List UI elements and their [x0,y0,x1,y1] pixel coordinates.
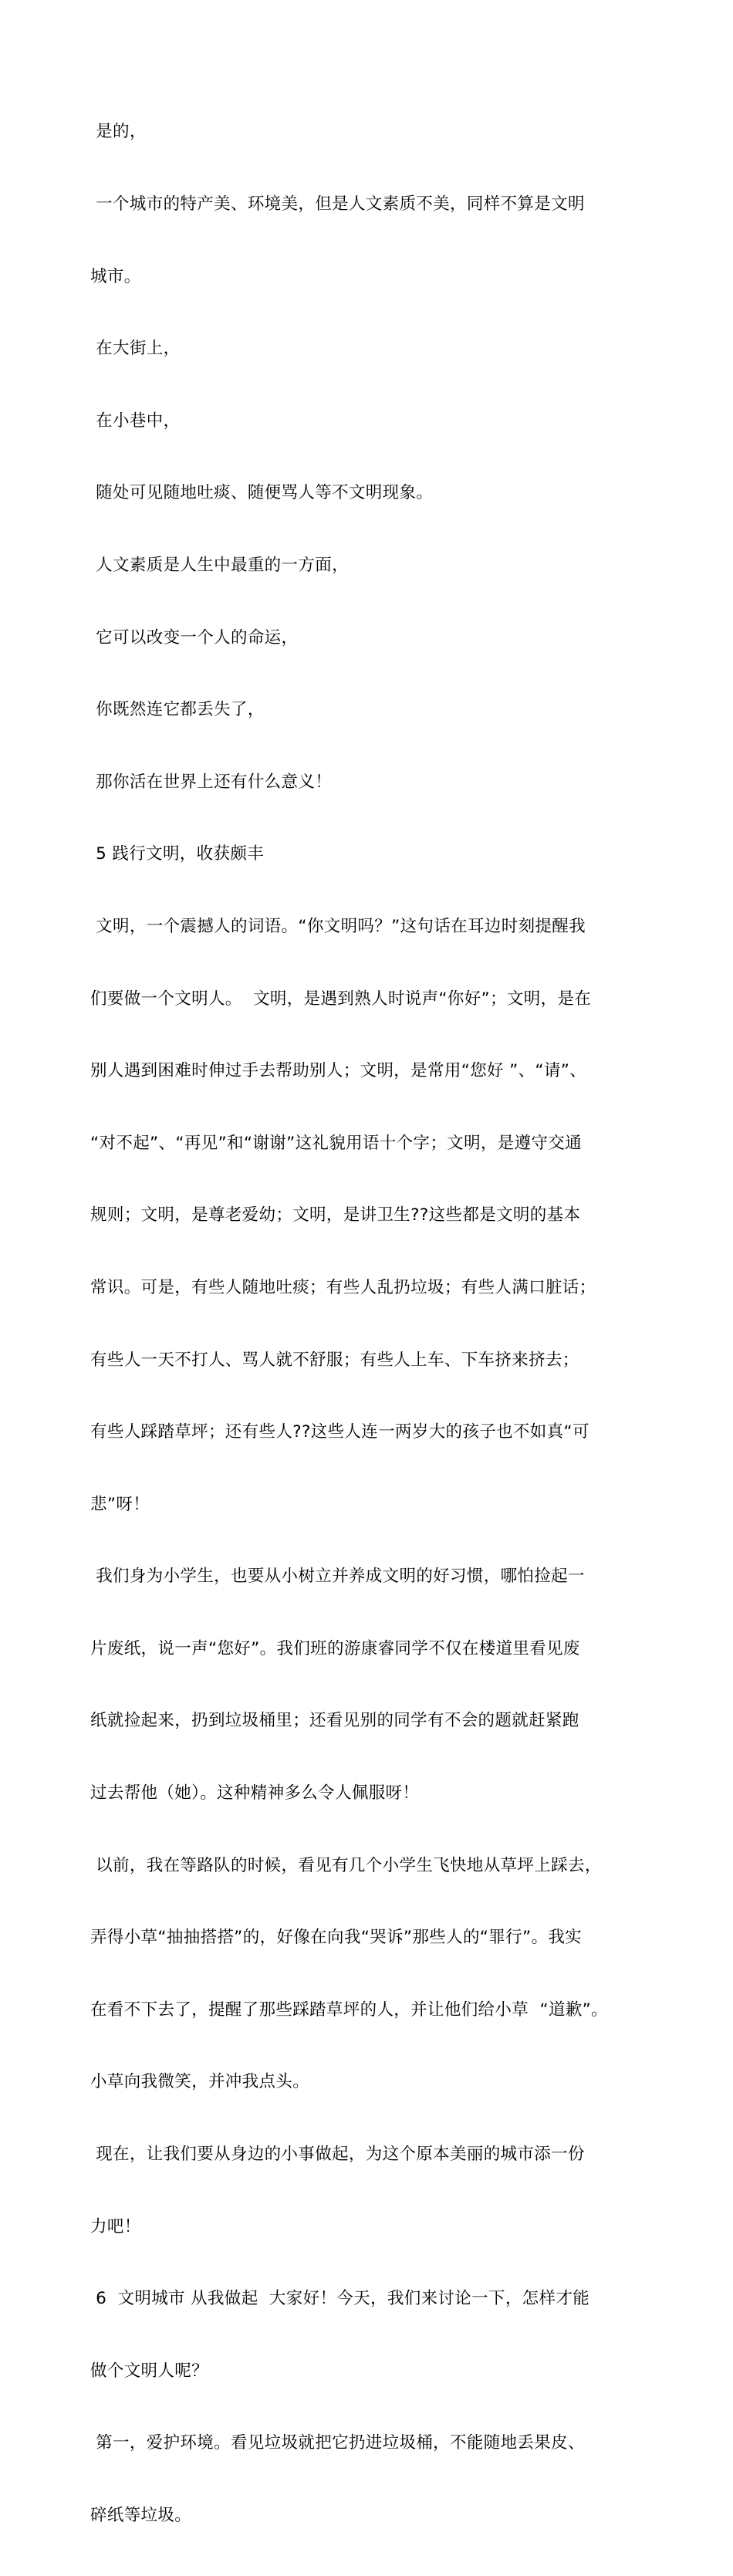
text-line: 弄得小草“抽抽搭搭”的，好像在向我“哭诉”那些人的“罪行”。我实 [90,1928,583,1948]
text-line: 们要做一个文明人。 文明，是遇到熟人时说声“你好”；文明，是在 [90,989,592,1009]
text-line: 现在，让我们要从身边的小事做起，为这个原本美丽的城市添一份 [90,2145,585,2165]
text-line: 是的， [90,122,147,142]
text-line: 片废纸，说一声“您好”。我们班的游康睿同学不仅在楼道里看见废 [90,1638,580,1658]
text-line: 一个城市的特产美、环境美，但是人文素质不美，同样不算是文明 [90,194,585,214]
text-line: 小草向我微笑，并冲我点头。 [90,2072,310,2092]
text-line: “对不起”、“再见”和“谢谢”这礼貌用语十个字；文明，是遵守交通 [90,1133,583,1153]
text-line: 做个文明人呢？ [90,2361,208,2381]
text-line: 碎纸等垃圾。 [90,2506,192,2525]
text-line: 在大街上， [90,339,181,359]
text-line: 纸就捡起来，扔到垃圾桶里；还看见别的同学有不会的题就赶紧跑 [90,1711,579,1731]
text-line: 别人遇到困难时伸过手去帮助别人；文明，是常用“您好 ”、“请”、 [90,1061,587,1081]
text-line: 有些人踩踏草坪；还有些人??这些人连一两岁大的孩子也不如真“可 [90,1422,589,1442]
text-line: 悲”呀！ [90,1494,150,1514]
text-line: 常识。可是，有些人随地吐痰；有些人乱扔垃圾；有些人满口脏话； [90,1277,596,1297]
text-line: 过去帮他（她）。这种精神多么令人佩服呀！ [90,1783,420,1804]
section-heading: 6 文明城市 从我做起 大家好！今天，我们来讨论一下，怎样才能 [90,2289,590,2309]
document-body [90,72,677,2576]
text-line: 在看不下去了，提醒了那些踩踏草坪的人，并让他们给小草 “道歉”。 [90,2000,608,2020]
text-line: 我们身为小学生，也要从小树立并养成文明的好习惯，哪怕捡起一 [90,1567,585,1587]
text-line: 在小巷中， [90,411,181,431]
text-line: 第一，爱护环境。看见垃圾就把它扔进垃圾桶，不能随地丢果皮、 [90,2433,585,2453]
text-line: 有些人一天不打人、骂人就不舒服；有些人上车、下车挤来挤去； [90,1350,579,1370]
text-line: 文明，一个震撼人的词语。“你文明吗？”这句话在耳边时刻提醒我 [90,916,586,936]
text-line: 城市。 [90,266,141,286]
text-line: 那你活在世界上还有什么意义！ [90,772,333,792]
section-heading: 5 践行文明，收获颇丰 [90,844,265,864]
text-line: 人文素质是人生中最重的一方面， [90,555,349,575]
text-line: 规则；文明，是尊老爱幼；文明，是讲卫生??这些都是文明的基本 [90,1205,581,1225]
text-line: 随处可见随地吐痰、随便骂人等不文明现象。 [90,483,434,503]
text-line: 力吧！ [90,2216,141,2236]
text-line: 你既然连它都丢失了， [90,700,265,720]
text-line: 它可以改变一个人的命运， [90,627,299,647]
text-line: 以前，我在等路队的时候，看见有几个小学生飞快地从草坪上踩去， [90,1855,602,1875]
